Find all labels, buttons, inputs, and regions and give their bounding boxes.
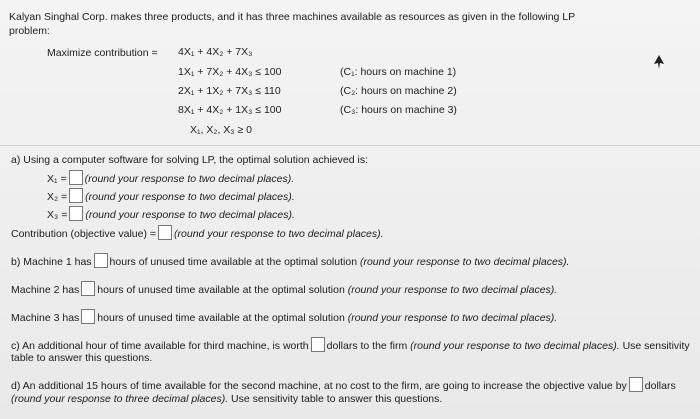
part-a-prompt: a) Using a computer software for solving LP, the optimal solution achieved is: — [11, 154, 368, 166]
part-c-line-2: table to answer this questions. — [11, 352, 153, 364]
constraint-3: 8X₁ + 4X₂ + 1X₃ ≤ 100 — [178, 104, 282, 116]
constraint-1: 1X₁ + 7X₂ + 4X₃ ≤ 100 — [178, 66, 282, 78]
x2-label: X₂ = — [47, 191, 68, 203]
contribution-hint: (round your response to two decimal places). — [174, 228, 384, 240]
objective-expression: 4X₁ + 4X₂ + 7X₃ — [178, 46, 253, 58]
constraint-3-note: (C₃: hours on machine 3) — [340, 104, 457, 116]
x3-answer-input[interactable] — [69, 206, 83, 221]
x3-label: X₃ = — [47, 209, 68, 221]
x2-hint: (round your response to two decimal places). — [85, 191, 295, 203]
part-c-text-before: c) An additional hour of time available for third machine, is worth — [11, 340, 309, 352]
machine-1-label: b) Machine 1 has — [11, 256, 92, 268]
x3-hint: (round your response to two decimal places). — [85, 209, 295, 221]
part-c-use-table: Use sensitivity — [622, 340, 690, 352]
part-d-line-2 — [11, 393, 442, 405]
machine-3-hint: (round your response to two decimal places). — [347, 312, 558, 324]
constraint-1-note: (C₁: hours on machine 1) — [340, 66, 457, 78]
contribution-answer-input[interactable] — [158, 225, 172, 240]
x2-row — [47, 188, 295, 203]
machine-3-row — [11, 309, 557, 324]
constraint-2: 2X₁ + 1X₂ + 7X₃ ≤ 110 — [178, 85, 281, 97]
machine-2-row — [11, 281, 557, 296]
machine-1-answer-input[interactable] — [94, 253, 108, 268]
x2-answer-input[interactable] — [69, 188, 83, 203]
x3-row — [47, 206, 295, 221]
part-c-hint: (round your response to two decimal places). — [410, 340, 620, 352]
part-c-answer-input[interactable] — [311, 337, 325, 352]
machine-1-row — [11, 253, 569, 268]
intro-line-2: problem: — [9, 25, 50, 37]
intro-line-1: Kalyan Singhal Corp. makes three products, and it has three machines available as resources as given in the following LP — [9, 11, 576, 23]
x1-label: X₁ = — [47, 173, 67, 185]
mouse-pointer-icon — [652, 55, 666, 69]
part-d-line-1 — [11, 377, 676, 392]
part-d-text-before: d) An additional 15 hours of time available for the second machine, at no cost to the firm, are going to increase the objective value by — [11, 380, 627, 392]
x1-hint: (round your response to two decimal places). — [84, 173, 295, 185]
machine-2-hint: (round your response to two decimal places). — [347, 284, 558, 296]
divider — [0, 145, 700, 146]
contribution-row — [11, 225, 384, 240]
part-d-line-2-rest: Use sensitivity table to answer this questions. — [231, 393, 443, 405]
machine-2-suffix: hours of unused time available at the optimal solution — [97, 284, 345, 296]
part-d-text-after: dollars — [644, 380, 676, 392]
nonnegativity: X₁, X₂, X₃ ≥ 0 — [190, 124, 253, 136]
x1-answer-input[interactable] — [69, 170, 83, 185]
machine-3-answer-input[interactable] — [81, 309, 95, 324]
objective-label: Maximize contribution = — [47, 47, 158, 59]
part-d-answer-input[interactable] — [629, 377, 643, 392]
contribution-label: Contribution (objective value) = — [11, 228, 157, 240]
part-d-hint: (round your response to three decimal places). — [11, 393, 229, 405]
part-c-line-1 — [11, 337, 690, 352]
machine-3-label: Machine 3 has — [11, 312, 80, 324]
part-c-text-after: dollars to the firm — [326, 340, 408, 352]
machine-2-label: Machine 2 has — [11, 284, 80, 296]
machine-2-answer-input[interactable] — [81, 281, 95, 296]
machine-3-suffix: hours of unused time available at the optimal solution — [97, 312, 345, 324]
x1-row — [47, 170, 294, 185]
constraint-2-note: (C₂: hours on machine 2) — [340, 85, 457, 97]
machine-1-hint: (round your response to two decimal places). — [359, 256, 570, 268]
machine-1-suffix: hours of unused time available at the optimal solution — [109, 256, 358, 268]
